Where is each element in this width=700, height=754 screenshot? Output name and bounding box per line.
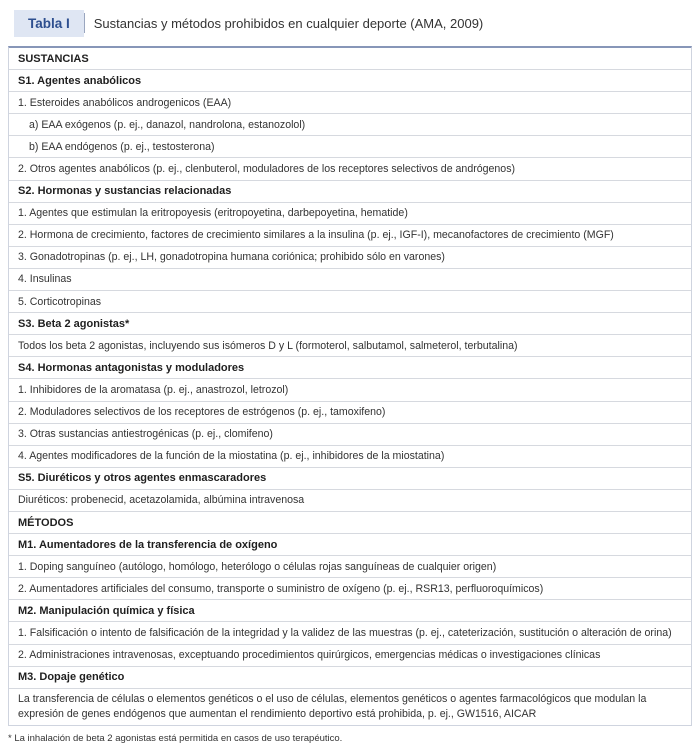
group-header: S1. Agentes anabólicos bbox=[9, 70, 691, 92]
table-row: 1. Inhibidores de la aromatasa (p. ej., anastrozol, letrozol) bbox=[9, 379, 691, 401]
group-header: S5. Diuréticos y otros agentes enmascaradores bbox=[9, 468, 691, 490]
table-row: 2. Moduladores selectivos de los receptores de estrógenos (p. ej., tamoxifeno) bbox=[9, 402, 691, 424]
group-header: S4. Hormonas antagonistas y moduladores bbox=[9, 357, 691, 379]
table-tag: Tabla I bbox=[14, 10, 84, 37]
table-row: 3. Otras sustancias antiestrogénicas (p. ej., clomifeno) bbox=[9, 424, 691, 446]
table-row: 2. Administraciones intravenosas, exceptuando procedimientos quirúrgicos, emergencias médicas o investigaciones clínicas bbox=[9, 645, 691, 667]
table-row: 4. Insulinas bbox=[9, 269, 691, 291]
table-row: 2. Hormona de crecimiento, factores de crecimiento similares a la insulina (p. ej., IGF-I), mecanofactores de crecimiento (MGF) bbox=[9, 225, 691, 247]
caption-divider bbox=[84, 13, 85, 33]
table-row: 2. Aumentadores artificiales del consumo, transporte o suministro de oxígeno (p. ej., RSR13, perfluoroquímicos) bbox=[9, 578, 691, 600]
table-row: 5. Corticotropinas bbox=[9, 291, 691, 313]
group-header: S3. Beta 2 agonistas* bbox=[9, 313, 691, 335]
table-row: a) EAA exógenos (p. ej., danazol, nandrolona, estanozolol) bbox=[9, 114, 691, 136]
table-row: 1. Agentes que estimulan la eritropoyesis (eritropoyetina, darbepoyetina, hematide) bbox=[9, 203, 691, 225]
table-row: La transferencia de células o elementos genéticos o el uso de células, elementos genéticos o agentes farmacológicos que modulan la expresión de genes endógenos que aumentan el rendimiento deportivo está prohibida, p. ej., GW1516, AICAR bbox=[18, 692, 647, 720]
group-header: S2. Hormonas y sustancias relacionadas bbox=[9, 181, 691, 203]
table-row: 4. Agentes modificadores de la función de la miostatina (p. ej., inhibidores de la miostatina) bbox=[9, 446, 691, 468]
group-header: M1. Aumentadores de la transferencia de oxígeno bbox=[9, 534, 691, 556]
group-header: M3. Dopaje genético bbox=[9, 667, 691, 689]
table-row: b) EAA endógenos (p. ej., testosterona) bbox=[9, 136, 691, 158]
table-row: 1. Doping sanguíneo (autólogo, homólogo, heterólogo o células rojas sanguíneas de cualquier origen) bbox=[9, 556, 691, 578]
table-row: Diuréticos: probenecid, acetazolamida, albúmina intravenosa bbox=[9, 490, 691, 512]
table-row: 3. Gonadotropinas (p. ej., LH, gonadotropina humana coriónica; prohibido sólo en varones) bbox=[9, 247, 691, 269]
table-caption bbox=[8, 6, 692, 40]
table-row: 1. Esteroides anabólicos androgenicos (EAA) bbox=[9, 92, 691, 114]
table-row: 1. Falsificación o intento de falsificación de la integridad y la validez de las muestras (p. ej., cateterización, sustitución o alteración de orina) bbox=[9, 622, 691, 644]
table-row: Todos los beta 2 agonistas, incluyendo sus isómeros D y L (formoterol, salbutamol, salmeterol, terbutalina) bbox=[9, 335, 691, 357]
section-header: MÉTODOS bbox=[9, 512, 691, 534]
group-header: M2. Manipulación química y física bbox=[9, 600, 691, 622]
prohibited-substances-table bbox=[8, 46, 692, 726]
table-footnote: * La inhalación de beta 2 agonistas está permitida en casos de uso terapéutico. bbox=[8, 733, 343, 744]
table-title: Sustancias y métodos prohibidos en cualquier deporte (AMA, 2009) bbox=[93, 15, 484, 31]
section-header: SUSTANCIAS bbox=[9, 48, 691, 70]
table-row: 2. Otros agentes anabólicos (p. ej., clenbuterol, moduladores de los receptores selectivos de andrógenos) bbox=[9, 158, 691, 180]
